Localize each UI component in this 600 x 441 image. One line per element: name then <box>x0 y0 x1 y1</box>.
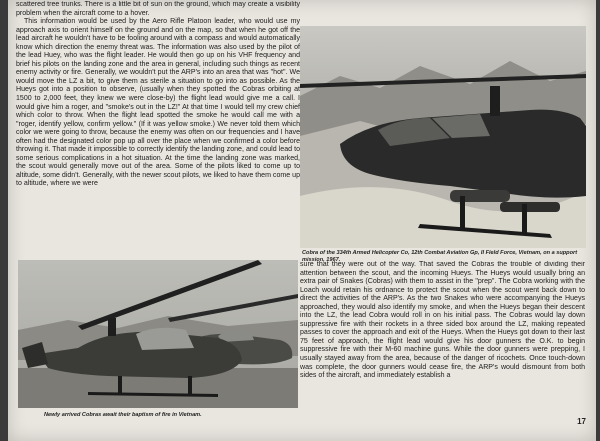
cobra-helicopters-photo-bottom <box>18 260 298 408</box>
bottom-photo-caption: Newly arrived Cobras await their baptism of fire in Vietnam. <box>44 412 202 418</box>
article-paragraph: sure that they were out of the way. That saved the Cobras the trouble of dividing their attention between the scout, and the incoming Hueys. The Hueys would usually bring an extra pair of Snakes (Cobras) with them to assist in the "prep". The Cobra working with the Loach would retain his ordnance to protect the scout when the scout went back down to direct the activities of the ARP's. As the two Snakes who were accompanying the Hueys approached, they would also identify my smoke, and when the Hueys began their descent into the LZ, the lead Cobra would roll in on his initial pass. The Cobras would lay down suppressive fire with their rockets in a three sided box around the LZ, making repeated passes to cover the approach and exit of the Hueys. When the Hueys got down to their last 75 feet of approach, the flight lead would give his door gunners the O.K. to begin suppressive fire with their M-60 machine guns. While the door gunners were prepping, I usually stayed away from the area, because of the danger of ricochets. Once touch-down was complete, the door gunners would cease fire, the ARP's would dismount from both sides of the aircraft, and immediately establish a <box>300 261 585 380</box>
article-right-column <box>300 261 585 421</box>
page-number: 17 <box>577 417 586 426</box>
top-photo-caption: Cobra of the 334th Armed Helicopter Co, 12th Combat Aviation Gp, II Field Force, Vietnam, on a support mission, 1967. <box>302 250 578 263</box>
magazine-page <box>8 0 596 441</box>
article-paragraph: This information would be used by the Aero Rifle Platoon leader, who would use my approach axis to orient himself on the ground and on the map, so that when he got off the lead aircraft he wouldn't have to be fooling around with a compass and would automatically know which direction the enemy threat was. The information was also used by the pilot of the lead Huey, who was the flight leader. He would then go up on his VHF frequency and brief his pilots on the landing zone and the area in general, including such things as recent enemy activity or fire. Generally, we wouldn't put the ARP's into an area that was "hot". We would move the LZ a bit, to give them as sterile a situation to go into as possible. As the Hueys got into a position to observe, (usually when they spotted the Cobras orbiting at 1500 to 2,000 feet, they knew we were close-by) the flight lead would give me a call. I would give him a roger, and "smoke's out in the LZ!" At that time I would tell my crew chief which color to throw. When the flight lead spotted the smoke he would call me with a "roger, identify yellow, confirm yellow." (If it was yellow smoke.) We never told them which color we were going to throw, because the enemy was often on our frequencies and I have often had the designated color pop up all over the place when we confirmed a color before throwing it. That made it impossible to correctly identify the landing zone, and could lead to some serious complications in a hot situation. At the time the landing zone was marked, the scout would generally move out of the area. Some of the pilots liked to come up to altitude, some didn't. Generally, with the newer scout pilots, we liked to have them come up to altitude, where we were <box>16 18 300 188</box>
article-left-column <box>16 1 300 259</box>
cobra-helicopter-photo-top <box>300 26 586 248</box>
article-paragraph: scattered tree trunks. There is a little bit of sun on the ground, which may create a visibility problem when the aircraft come to a hover. <box>16 1 300 17</box>
